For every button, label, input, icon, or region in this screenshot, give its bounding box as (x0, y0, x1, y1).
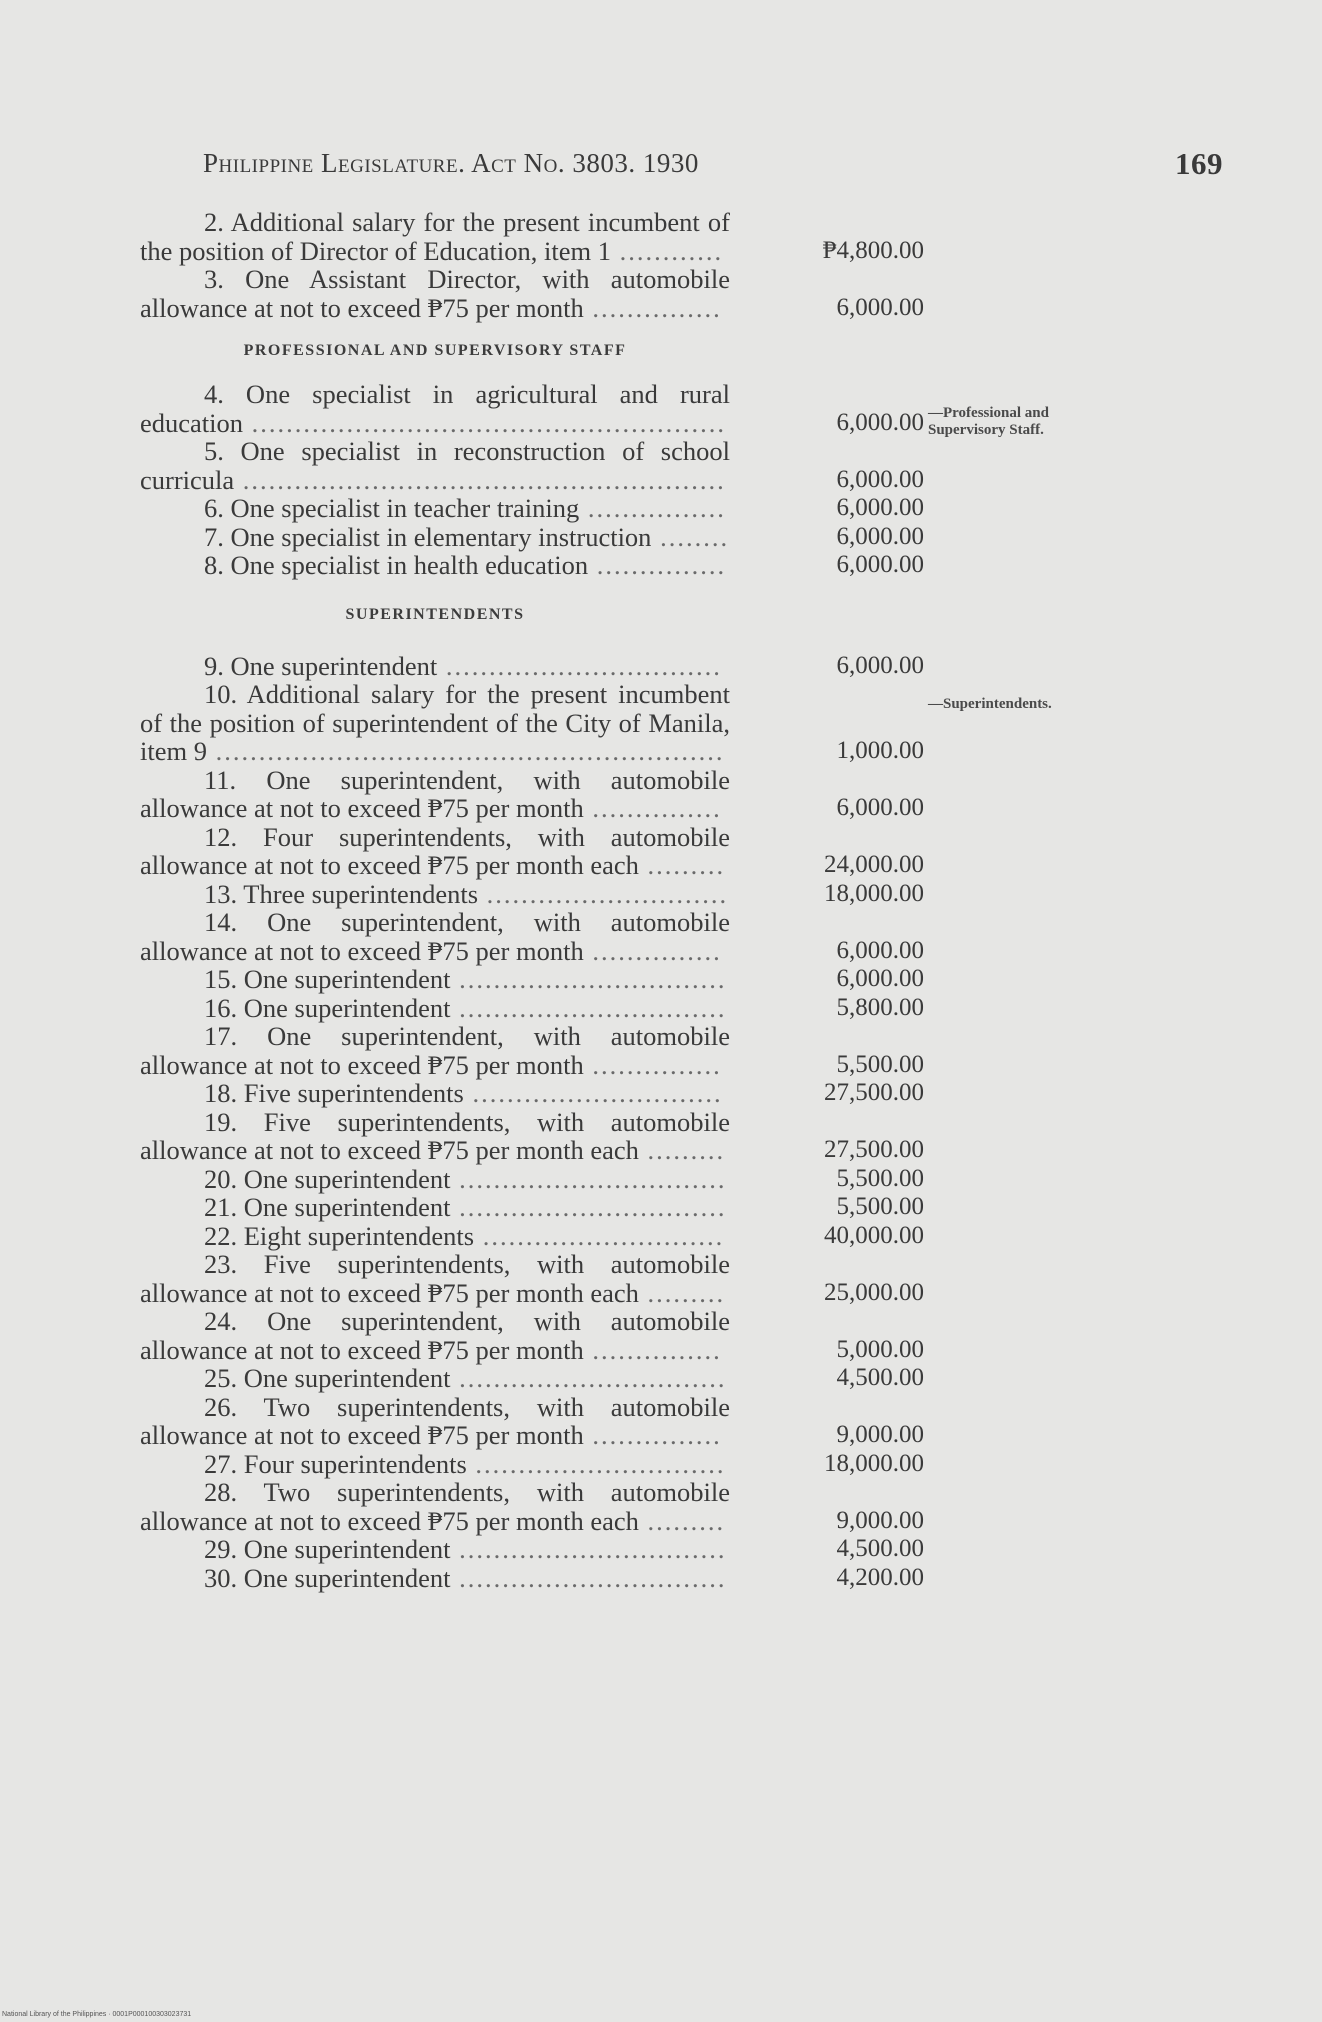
line-item-amount: 9,000.00 (836, 1506, 924, 1534)
line-item-amount: 4,200.00 (836, 1563, 924, 1591)
dot-leader: ............... (583, 793, 722, 823)
line-item-amount: 6,000.00 (836, 494, 924, 521)
section-heading-superintendents: SUPERINTENDENTS (345, 605, 525, 623)
dot-leader: ............................ (474, 1220, 725, 1251)
line-item (140, 523, 940, 552)
margin-note-professional: —Professional and Supervisory Staff. (928, 405, 1049, 438)
line-item (140, 1364, 940, 1393)
line-item-amount: 40,000.00 (824, 1221, 924, 1249)
line-item-amount: ₱4,800.00 (822, 236, 924, 264)
line-item-description (140, 1564, 730, 1593)
line-item-amount: 6,000.00 (836, 522, 924, 550)
line-item (140, 652, 940, 681)
line-item-amount: 18,000.00 (824, 879, 924, 907)
line-item-amount: 5,500.00 (836, 1193, 924, 1220)
line-item-text: 25. One superintendent (204, 1363, 451, 1393)
line-item-description (140, 823, 730, 880)
line-item-description (140, 494, 730, 523)
line-item-description (140, 1165, 730, 1194)
line-item-description (140, 1250, 730, 1307)
line-item-description (140, 437, 730, 494)
line-item-text: 21. One superintendent (204, 1192, 451, 1222)
line-item-description (140, 523, 730, 552)
line-item (140, 880, 940, 909)
dot-leader: ............ (611, 235, 724, 266)
line-item-amount: 5,800.00 (836, 993, 924, 1021)
line-item-text: 12. Four superintendents, with automobile allowance at not to exceed ₱75 per month each (140, 821, 730, 880)
line-item-description (140, 380, 730, 437)
line-item-text: 26. Two superintendents, with automobile allowance at not to exceed ₱75 per month (140, 1391, 730, 1450)
line-item-description (140, 1535, 730, 1564)
line-item-amount: 6,000.00 (836, 936, 924, 964)
line-item-text: 6. One specialist in teacher training (204, 493, 580, 523)
line-item-description (140, 265, 730, 322)
line-item-description (140, 880, 730, 909)
line-item (140, 1393, 940, 1450)
dot-leader: ............................... (450, 992, 727, 1023)
line-item-description (140, 1364, 730, 1393)
line-item-text: 11. One superintendent, with automobile allowance at not to exceed ₱75 per month (140, 764, 730, 823)
line-item-description (140, 1393, 730, 1450)
line-item (140, 1478, 940, 1535)
dot-leader: ............... (583, 1420, 722, 1450)
line-item-text: 5. One specialist in reconstruction of school curricula (140, 436, 730, 495)
page-number: 169 (1175, 146, 1223, 181)
line-item (140, 1108, 940, 1165)
line-item-description (140, 965, 730, 994)
line-item (140, 1079, 940, 1108)
line-item (140, 1564, 940, 1593)
running-title: Philippine Legislature. Act No. 3803. 1930 (203, 148, 699, 178)
dot-leader: ......... (638, 1277, 726, 1308)
dot-leader: ............................... (450, 1363, 727, 1393)
dot-leader: ............................... (450, 1163, 727, 1194)
line-item-amount: 18,000.00 (824, 1449, 924, 1477)
line-item-description (140, 208, 730, 265)
line-item-amount: 6,000.00 (836, 293, 924, 321)
line-item-text: 29. One superintendent (204, 1534, 451, 1564)
line-item-text: 18. Five superintendents (204, 1078, 464, 1108)
line-item-text: 30. One superintendent (204, 1562, 451, 1593)
line-item-text: 8. One specialist in health education (204, 550, 589, 580)
line-item (140, 380, 940, 437)
line-item (140, 1165, 940, 1194)
line-item-description (140, 680, 730, 766)
line-item-amount: 6,000.00 (836, 794, 924, 821)
line-item-amount: 4,500.00 (836, 1535, 924, 1562)
line-item (140, 494, 940, 523)
line-item (140, 551, 940, 580)
line-item-description (140, 908, 730, 965)
dot-leader: ............................... (450, 1534, 727, 1564)
line-item-text: 16. One superintendent (204, 992, 451, 1023)
dot-leader: ............... (583, 292, 722, 323)
margin-note-superintendents: —Superintendents. (928, 696, 1052, 712)
line-item-amount: 25,000.00 (824, 1278, 924, 1306)
line-item-text: 10. Additional salary for the present incumbent of the position of superintendent of the City of Manila, item 9 (140, 679, 730, 766)
dot-leader: ............... (588, 550, 727, 580)
line-item-description (140, 994, 730, 1023)
line-item-description (140, 652, 730, 681)
dot-leader: ......... (638, 1135, 726, 1165)
dot-leader: ............................. (463, 1078, 723, 1108)
line-item-amount: 5,500.00 (836, 1164, 924, 1192)
scan-identifier: National Library of the Philippines · 0001P000100303023731 (2, 2011, 192, 2018)
line-item-description (140, 1222, 730, 1251)
line-item (140, 766, 940, 823)
line-item-amount: 6,000.00 (836, 651, 924, 679)
running-header (203, 148, 1223, 188)
line-item-text: 20. One superintendent (204, 1163, 451, 1194)
line-item (140, 1450, 940, 1479)
line-item (140, 437, 940, 494)
section-heading-professional: PROFESSIONAL AND SUPERVISORY STAFF (243, 342, 627, 359)
line-item (140, 965, 940, 994)
line-item-amount: 4,500.00 (836, 1364, 924, 1391)
line-item (140, 265, 940, 322)
dot-leader: ........................................................ (234, 464, 726, 495)
dot-leader: ............... (583, 1049, 722, 1080)
line-item-amount: 5,500.00 (836, 1050, 924, 1078)
line-item-text: 28. Two superintendents, with automobile allowance at not to exceed ₱75 per month each (140, 1477, 730, 1536)
line-item-text: 27. Four superintendents (204, 1448, 467, 1479)
dot-leader: ............................... (450, 1562, 727, 1593)
dot-leader: ......... (638, 850, 726, 880)
line-item-text: 2. Additional salary for the present incumbent of the position of Director of Education, item 1 (140, 207, 730, 266)
dot-leader: ............................... (450, 964, 727, 994)
line-item (140, 680, 940, 766)
line-item (140, 1222, 940, 1251)
line-item-text: 17. One superintendent, with automobile allowance at not to exceed ₱75 per month (140, 1021, 730, 1080)
dot-leader: ........................................................... (206, 736, 725, 766)
line-item (140, 1022, 940, 1079)
line-item (140, 908, 940, 965)
line-item-amount: 9,000.00 (836, 1421, 924, 1448)
line-item (140, 1193, 940, 1222)
line-item-description (140, 1478, 730, 1535)
dot-leader: ............................ (478, 878, 729, 909)
line-item-description (140, 551, 730, 580)
dot-leader: ............................... (450, 1192, 727, 1222)
line-item-text: 13. Three superintendents (204, 878, 479, 909)
dot-leader: ......... (638, 1505, 726, 1536)
line-item-description (140, 1307, 730, 1364)
line-item-text: 23. Five superintendents, with automobile allowance at not to exceed ₱75 per month each (140, 1249, 730, 1308)
line-item-description (140, 1022, 730, 1079)
line-item (140, 1535, 940, 1564)
line-item-description (140, 766, 730, 823)
line-item-amount: 24,000.00 (824, 851, 924, 878)
line-item-text: 4. One specialist in agricultural and rural education (140, 379, 730, 438)
line-item (140, 208, 940, 265)
line-item (140, 1250, 940, 1307)
line-item-amount: 5,000.00 (836, 1335, 924, 1363)
line-item-text: 24. One superintendent, with automobile allowance at not to exceed ₱75 per month (140, 1306, 730, 1365)
line-item-amount: 27,500.00 (824, 1079, 924, 1106)
line-item (140, 994, 940, 1023)
line-item-description (140, 1108, 730, 1165)
line-item-description (140, 1079, 730, 1108)
line-item-text: 22. Eight superintendents (204, 1220, 475, 1251)
line-item-text: 15. One superintendent (204, 964, 451, 994)
line-item-text: 7. One specialist in elementary instruction (204, 521, 652, 552)
dot-leader: ............... (583, 1334, 722, 1365)
dot-leader: ............... (583, 935, 722, 966)
line-item-description (140, 1193, 730, 1222)
line-item-amount: 1,000.00 (836, 737, 924, 764)
dot-leader: ................ (579, 493, 726, 523)
line-item-description (140, 1450, 730, 1479)
line-item-amount: 6,000.00 (836, 551, 924, 578)
line-item-amount: 6,000.00 (836, 408, 924, 436)
line-item-text: 3. One Assistant Director, with automobile allowance at not to exceed ₱75 per month (140, 264, 730, 323)
dot-leader: ....................................................... (243, 407, 727, 438)
appropriation-items (140, 208, 940, 1592)
line-item-text: 19. Five superintendents, with automobile allowance at not to exceed ₱75 per month each (140, 1106, 730, 1165)
line-item-amount: 27,500.00 (824, 1136, 924, 1163)
dot-leader: ........ (651, 521, 730, 552)
dot-leader: ................................ (437, 650, 722, 681)
line-item-text: 9. One superintendent (204, 650, 438, 681)
line-item-text: 14. One superintendent, with automobile allowance at not to exceed ₱75 per month (140, 907, 730, 966)
dot-leader: ............................. (466, 1448, 726, 1479)
line-item-amount: 6,000.00 (836, 465, 924, 493)
line-item-amount: 6,000.00 (836, 965, 924, 992)
line-item (140, 823, 940, 880)
line-item (140, 1307, 940, 1364)
